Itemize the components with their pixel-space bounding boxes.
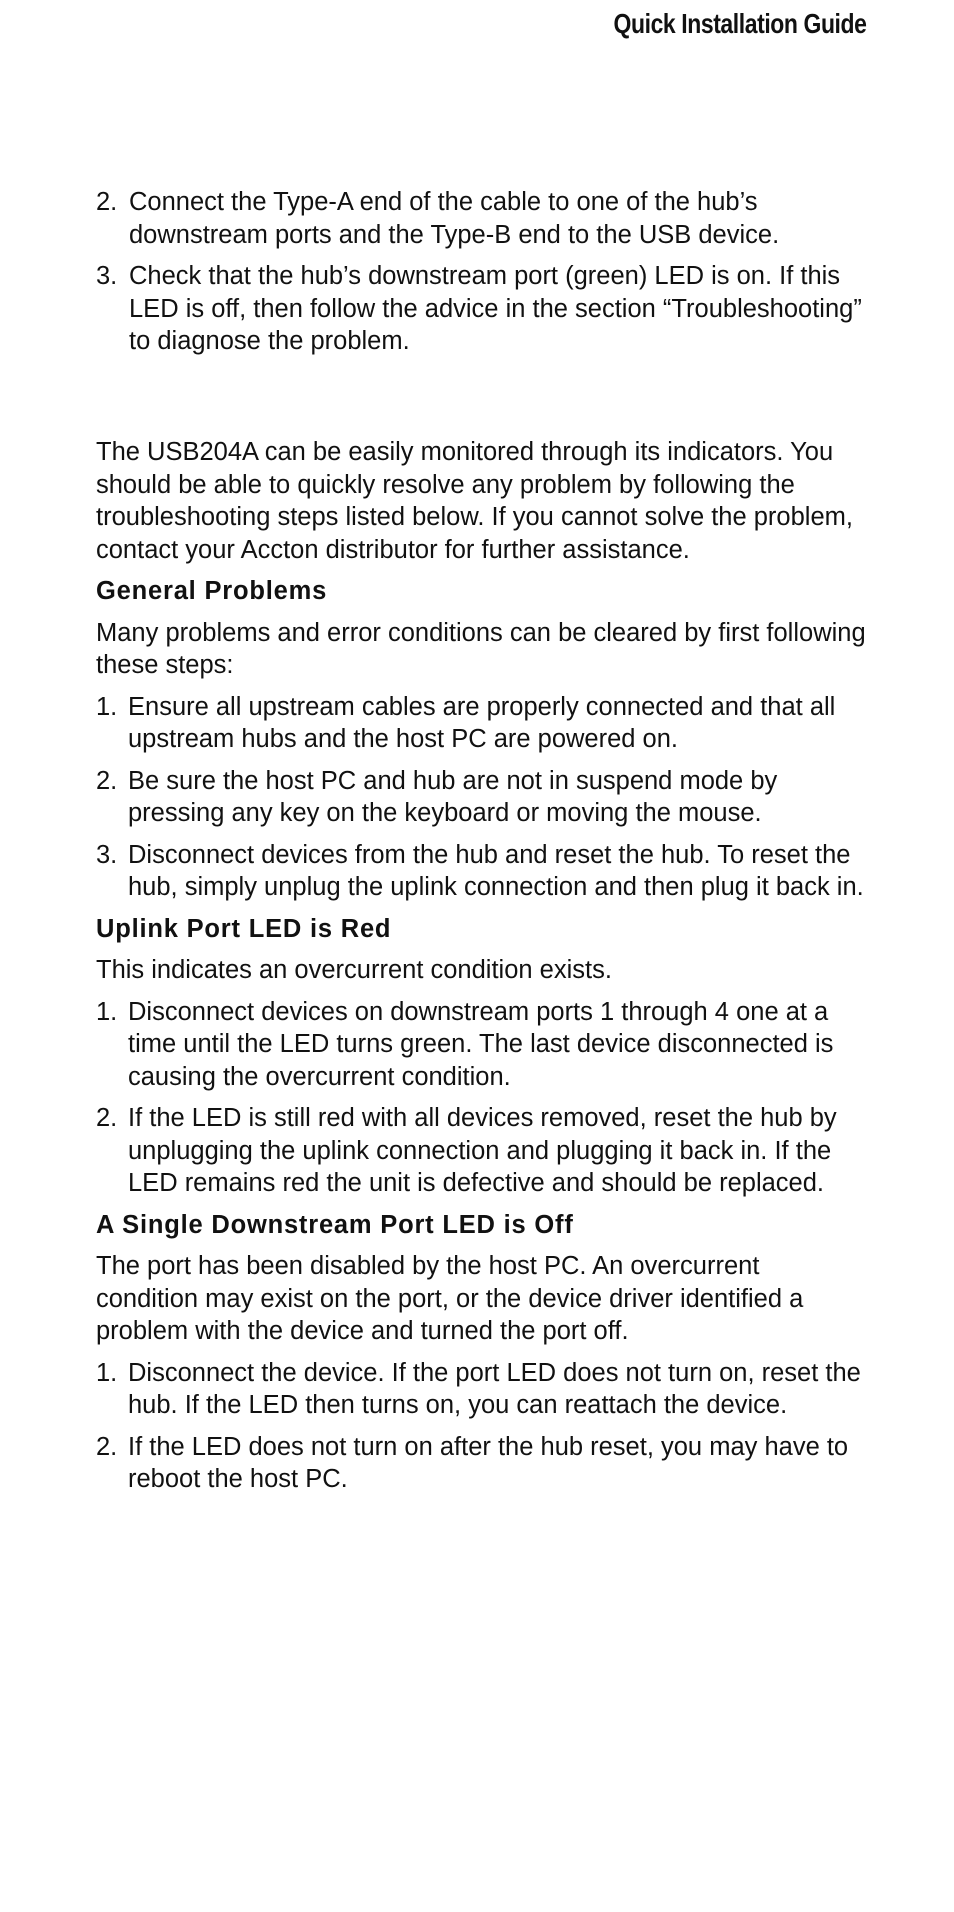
step-number: 3. xyxy=(96,840,118,869)
step-text: Disconnect the device. If the port LED does not turn on, reset the hub. If the LED then turns on, you can reattach the device. xyxy=(128,1358,861,1419)
downstream-led-off-heading: A Single Downstream Port LED is Off xyxy=(96,1210,574,1239)
list-item xyxy=(96,260,866,358)
downstream-led-off-list xyxy=(96,1357,866,1496)
uplink-led-red-list xyxy=(96,996,866,1200)
step-text: Disconnect devices on downstream ports 1 through 4 one at a time until the LED turns green. The last device disconnected is causing the overcurrent condition. xyxy=(128,997,834,1091)
general-problems-heading: General Problems xyxy=(96,577,328,605)
list-item xyxy=(96,996,866,1094)
list-item xyxy=(96,1102,866,1200)
step-number: 3. xyxy=(96,262,118,290)
list-item xyxy=(96,691,866,756)
list-item xyxy=(96,186,866,251)
intro-paragraph: The USB204A can be easily monitored through its indicators. You should be able to quickly resolve any problem by following the troubleshooting steps listed below. If you cannot solve the problem, contact your Accton distributor for further assistance. xyxy=(96,438,853,564)
list-item xyxy=(96,839,866,904)
step-text: Be sure the host PC and hub are not in suspend mode by pressing any key on the keyboard or moving the mouse. xyxy=(128,766,778,827)
page-header-title: Quick Installation Guide xyxy=(613,8,866,39)
step-text: Disconnect devices from the hub and reset the hub. To reset the hub, simply unplug the uplink connection and then plug it back in. xyxy=(128,840,864,901)
step-text: If the LED is still red with all devices removed, reset the hub by unplugging the uplink connection and plugging it back in. If the LED remains red the unit is defective and should be replaced. xyxy=(128,1104,837,1197)
step-text: Connect the Type-A end of the cable to one of the hub’s downstream ports and the Type-B end to the USB device. xyxy=(129,188,780,249)
uplink-led-red-heading: Uplink Port LED is Red xyxy=(96,914,392,943)
step-number: 1. xyxy=(96,1358,118,1387)
step-number: 2. xyxy=(96,766,118,795)
step-text: Ensure all upstream cables are properly connected and that all upstream hubs and the host PC are powered on. xyxy=(128,692,836,753)
general-problems-text: Many problems and error conditions can be cleared by first following these steps: xyxy=(96,618,866,679)
list-item xyxy=(96,765,866,830)
installation-steps-section xyxy=(96,186,866,367)
installation-steps-list xyxy=(96,186,866,358)
step-number: 2. xyxy=(96,1104,118,1132)
troubleshooting-section xyxy=(96,436,866,1505)
step-number: 1. xyxy=(96,692,118,721)
uplink-led-red-text: This indicates an overcurrent condition exists. xyxy=(96,956,612,984)
downstream-led-off-text: The port has been disabled by the host PC. An overcurrent condition may exist on the port, or the device driver identified a problem with the device and turned the port off. xyxy=(96,1252,804,1345)
step-text: If the LED does not turn on after the hub reset, you may have to reboot the host PC. xyxy=(128,1432,849,1493)
step-text: Check that the hub’s downstream port (green) LED is on. If this LED is off, then follow the advice in the section “Troubleshooting” to diagnose the problem. xyxy=(129,262,862,355)
list-item xyxy=(96,1357,866,1422)
list-item xyxy=(96,1431,866,1496)
step-number: 2. xyxy=(96,188,118,216)
step-number: 2. xyxy=(96,1432,118,1461)
general-problems-list xyxy=(96,691,866,904)
step-number: 1. xyxy=(96,997,118,1026)
